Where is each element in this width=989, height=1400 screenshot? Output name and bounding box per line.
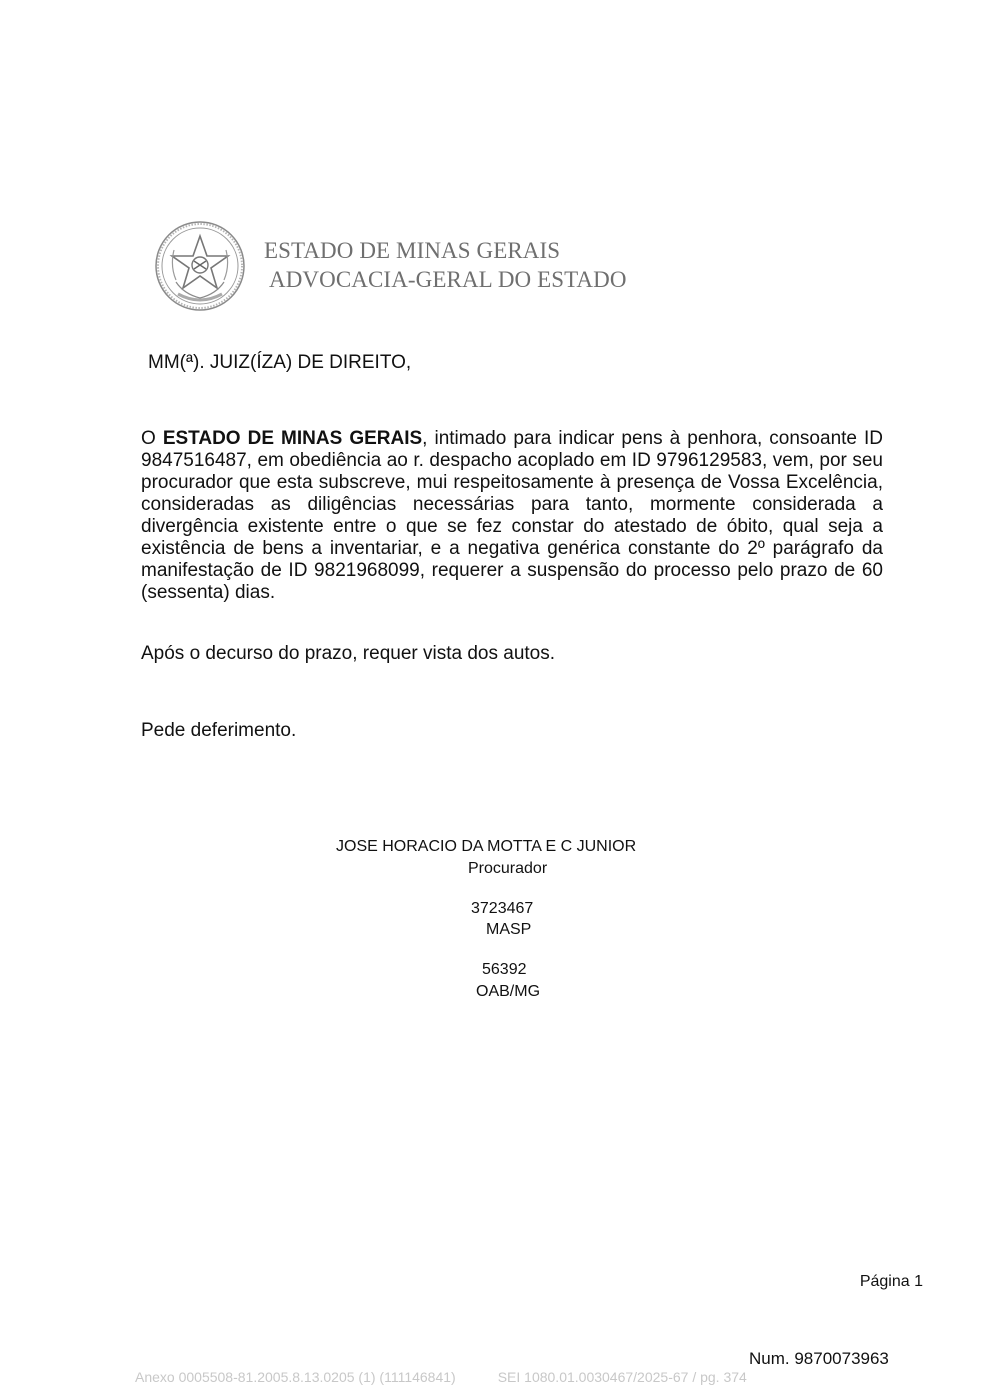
main-paragraph-text: , intimado para indicar pens à penhora, consoante ID 9847516487, em obediência ao r. despacho acoplado em ID 9796129583, vem, por seu procurador que esta subscreve, mui respeitosamente à presença de Vossa Excelência, consideradas as diligências necessárias para tanto, mormente considerada a divergência existente entre o que se fez constar do atestado de óbito, qual seja a existência de bens a inventariar, e a negativa genérica constante do 2º parágrafo da manifestação de ID 9821968099, requerer a suspensão do processo pelo prazo de 60 (sessenta) dias. xyxy=(141,428,884,603)
main-paragraph-lead: O xyxy=(141,428,163,449)
state-seal-icon xyxy=(154,220,246,312)
document-number: Num. 9870073963 xyxy=(749,1349,889,1368)
annex-sei-reference: SEI 1080.01.0030467/2025-67 / pg. 374 xyxy=(497,1369,747,1385)
masp-label: MASP xyxy=(486,921,532,938)
oab-label: OAB/MG xyxy=(476,983,541,1000)
main-paragraph xyxy=(141,428,883,604)
page-number: Página 1 xyxy=(859,1273,923,1290)
addressee: MM(ª). JUIZ(ÍZA) DE DIREITO, xyxy=(148,352,412,373)
letterhead-text xyxy=(264,236,627,294)
closing-paragraph: Pede deferimento. xyxy=(141,720,297,741)
request-paragraph: Após o decurso do prazo, requer vista dos autos. xyxy=(141,643,556,664)
letterhead xyxy=(154,220,674,315)
signatory-name: JOSE HORACIO DA MOTTA E C JUNIOR xyxy=(336,838,637,855)
annex-reference xyxy=(135,1369,747,1385)
letterhead-agency-name: ADVOCACIA-GERAL DO ESTADO xyxy=(269,267,627,292)
masp-number: 3723467 xyxy=(471,900,534,917)
annex-case-reference: Anexo 0005508-81.2005.8.13.0205 (1) (111146841) xyxy=(135,1369,456,1385)
signatory-title: Procurador xyxy=(468,860,548,877)
main-paragraph-party: ESTADO DE MINAS GERAIS xyxy=(162,428,423,449)
oab-number: 56392 xyxy=(482,961,527,978)
letterhead-state-name: ESTADO DE MINAS GERAIS xyxy=(264,238,561,263)
